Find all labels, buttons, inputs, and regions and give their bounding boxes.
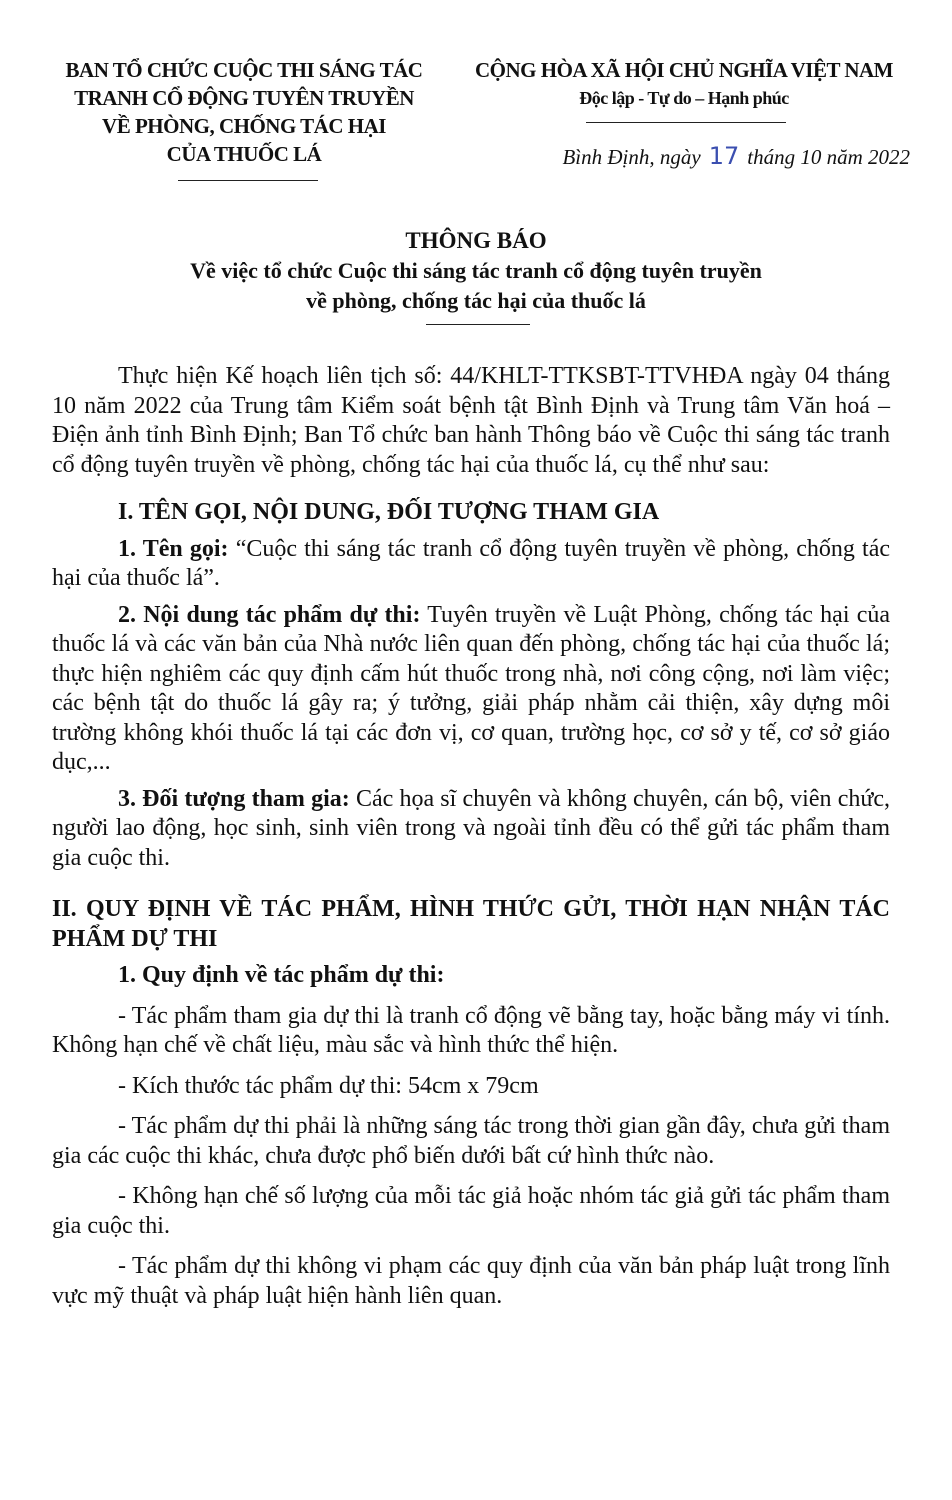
rule-paragraph: - Không hạn chế số lượng của mỗi tác giả hoặc nhóm tác giả gửi tác phẩm tham gia cuộc thi. bbox=[52, 1183, 890, 1239]
org-line: BAN TỔ CHỨC CUỘC THI SÁNG TÁC bbox=[65, 58, 423, 82]
item-label: 1. Tên gọi: bbox=[118, 535, 229, 562]
document-header bbox=[40, 56, 912, 176]
rule-paragraph: - Tác phẩm dự thi phải là những sáng tác trong thời gian gần đây, chưa gửi tham gia các cuộc thi khác, chưa được phổ biến dưới bất cứ hình thức nào. bbox=[52, 1113, 890, 1169]
paragraph bbox=[52, 601, 890, 778]
dateline bbox=[458, 142, 910, 171]
item-label: 2. Nội dung tác phẩm dự thi: bbox=[118, 601, 421, 628]
rule-paragraph: - Tác phẩm tham gia dự thi là tranh cổ động vẽ bằng tay, hoặc bằng máy vi tính. Không hạn chế về chất liệu, màu sắc và hình thức thể hiện. bbox=[52, 1002, 890, 1058]
org-line: TRANH CỔ ĐỘNG TUYÊN TRUYỀN bbox=[74, 86, 414, 110]
org-line: CỦA THUỐC LÁ bbox=[166, 142, 322, 166]
rule-paragraph: - Kích thước tác phẩm dự thi: 54cm x 79cm bbox=[118, 1072, 539, 1099]
national-heading bbox=[458, 56, 910, 112]
date-prefix: Bình Định, ngày bbox=[562, 145, 701, 169]
item-text: Tuyên truyền về Luật Phòng, chống tác hại của thuốc lá và các văn bản của Nhà nước liên quan đến phòng, chống tác hại của thuốc lá; thực hiện nghiêm các quy định cấm hút thuốc trong nhà, nơi công cộng, nơi làm việc; các bệnh tật do thuốc lá gây ra; ý tưởng, giải pháp nhằm cải thiện, xây dựng môi trường không khói thuốc lá tại các đơn vị, cơ quan, trường học, cơ sở y tế, cơ sở giáo dục,... bbox=[52, 601, 891, 775]
title-subject-line: về phòng, chống tác hại của thuốc lá bbox=[306, 288, 646, 313]
paragraph bbox=[52, 785, 890, 874]
rule-paragraph: - Tác phẩm dự thi không vi phạm các quy định của văn bản pháp luật trong lĩnh vực mỹ thuật và pháp luật hiện hành liên quan. bbox=[52, 1253, 890, 1309]
paragraph bbox=[52, 535, 890, 594]
national-motto: Độc lập - Tự do – Hạnh phúc bbox=[579, 88, 789, 108]
document-body bbox=[52, 362, 890, 1311]
section-heading: II. QUY ĐỊNH VỀ TÁC PHẨM, HÌNH THỨC GỬI, THỜI HẠN NHẬN TÁC PHẨM DỰ THI bbox=[52, 896, 890, 952]
subsection-heading: 1. Quy định về tác phẩm dự thi: bbox=[118, 962, 445, 988]
intro-paragraph: Thực hiện Kế hoạch liên tịch số: 44/KHLT-TTKSBT-TTVHĐA ngày 04 tháng 10 năm 2022 của Trung tâm Kiểm soát bệnh tật Bình Định và Trung tâm Văn hoá – Điện ảnh tỉnh Bình Định; Ban Tổ chức ban hành Thông báo về Cuộc thi sáng tác tranh cổ động tuyên truyền về phòng, chống tác hại của thuốc lá, cụ thể như sau: bbox=[52, 363, 890, 478]
org-underline bbox=[178, 180, 318, 181]
title-main: THÔNG BÁO bbox=[405, 228, 547, 253]
title-subject-line: Về việc tổ chức Cuộc thi sáng tác tranh cổ động tuyên truyền bbox=[190, 258, 762, 283]
title-underline bbox=[426, 324, 530, 325]
motto-underline bbox=[586, 122, 786, 123]
issuing-organization bbox=[40, 56, 448, 168]
handwritten-day: 17 bbox=[708, 142, 740, 170]
date-suffix: tháng 10 năm 2022 bbox=[747, 145, 910, 169]
country-name: CỘNG HÒA XÃ HỘI CHỦ NGHĨA VIỆT NAM bbox=[474, 58, 894, 82]
item-label: 3. Đối tượng tham gia: bbox=[118, 785, 350, 812]
org-line: VỀ PHÒNG, CHỐNG TÁC HẠI bbox=[102, 114, 386, 138]
document-title bbox=[40, 226, 912, 316]
section-heading: I. TÊN GỌI, NỘI DUNG, ĐỐI TƯỢNG THAM GIA bbox=[118, 499, 660, 525]
item-text: Các họa sĩ chuyên và không chuyên, cán bộ, viên chức, người lao động, học sinh, sinh viên trong và ngoài tỉnh đều có thể gửi tác phẩm tham gia cuộc thi. bbox=[52, 785, 891, 871]
item-text: “Cuộc thi sáng tác tranh cổ động tuyên truyền về phòng, chống tác hại của thuốc lá”. bbox=[52, 535, 890, 591]
